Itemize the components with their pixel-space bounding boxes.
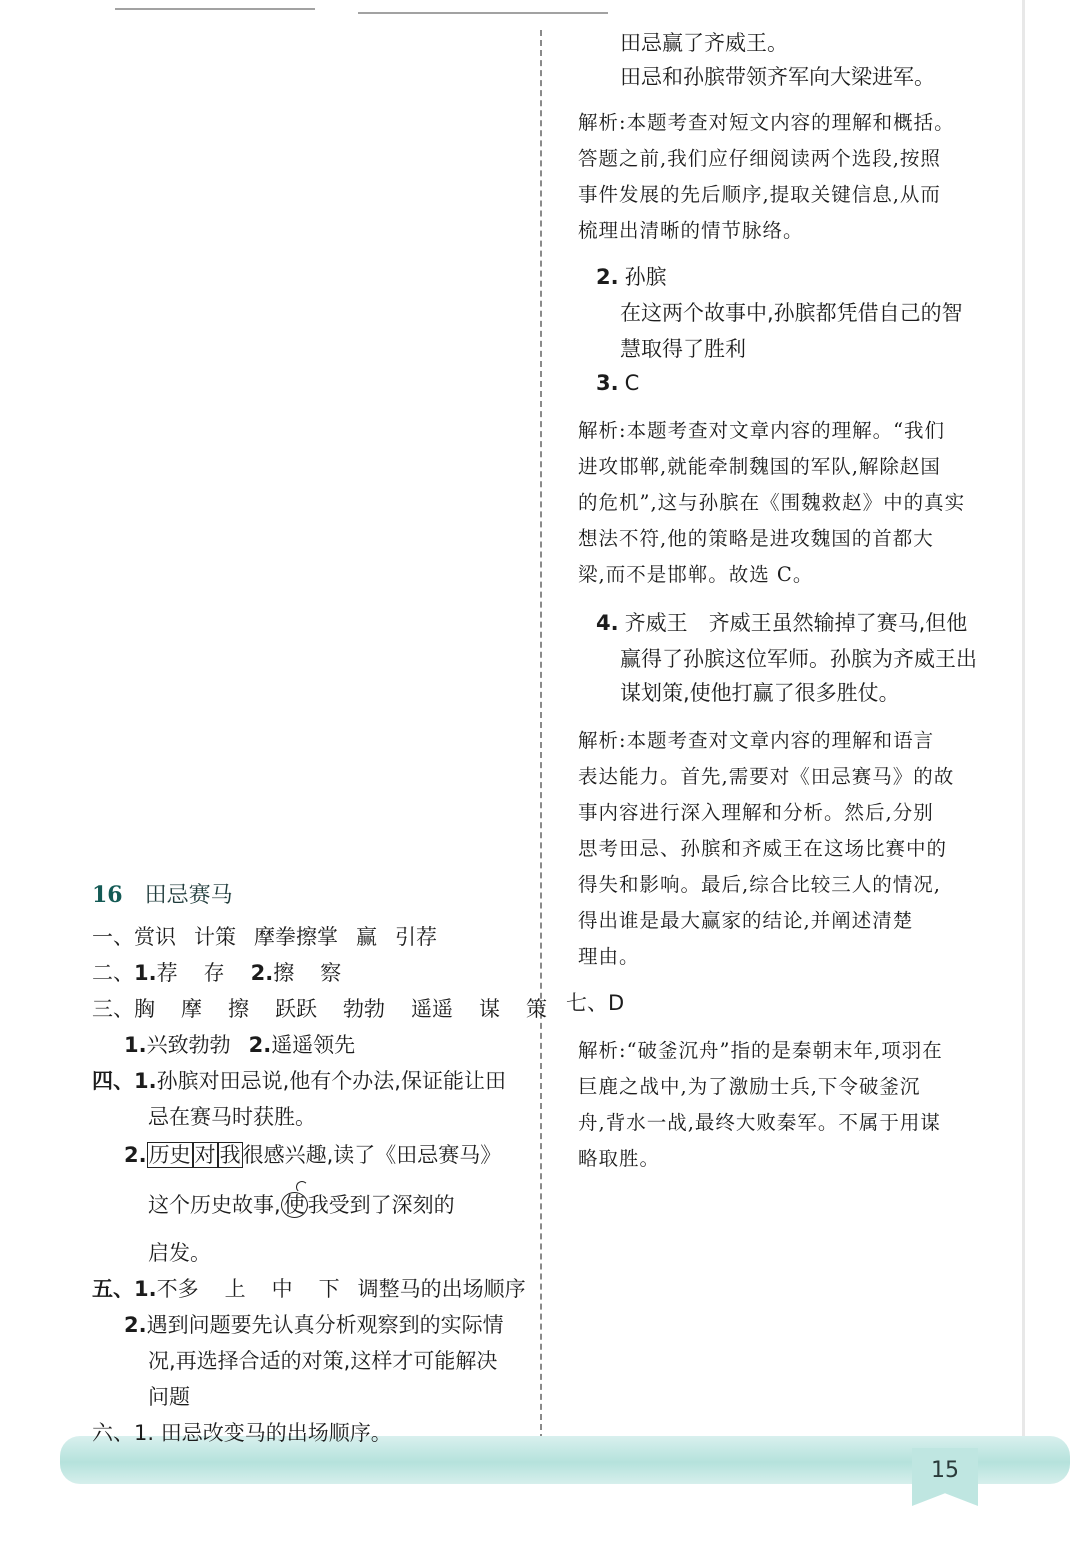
question-number: 2. xyxy=(124,1313,147,1337)
answer-item: 摩拳擦掌 xyxy=(254,925,338,949)
analysis-line: 解析:本题考查对文章内容的理解和语言 xyxy=(578,729,935,752)
top-rule xyxy=(358,12,608,14)
section-title xyxy=(92,882,233,909)
answer-line xyxy=(92,1068,506,1094)
answer-text: 谋划策,使他打赢了很多胜仗。 xyxy=(620,681,900,705)
question-number: 四、1. xyxy=(92,1069,157,1093)
answer-item: 荐 xyxy=(156,961,178,985)
answer-item: 赢 xyxy=(356,925,377,949)
answer-item: 擦 xyxy=(273,961,295,985)
page-number: 15 xyxy=(931,1458,959,1483)
answer-item: 摩 xyxy=(181,997,202,1021)
answer-line xyxy=(596,370,639,396)
answer-text: 忌在赛马时获胜。 xyxy=(148,1105,316,1129)
answer-item: 策 xyxy=(526,997,547,1021)
page-edge xyxy=(1022,0,1025,1460)
answer-item: 引荐 xyxy=(395,925,437,949)
answer-line xyxy=(124,1312,504,1338)
answer-line xyxy=(124,1142,501,1168)
analysis-line: 理由。 xyxy=(578,945,640,968)
answer-line xyxy=(124,1032,355,1058)
answer-text: 很感兴趣,读了《田忌赛马》 xyxy=(242,1143,502,1167)
question-number: 2. xyxy=(250,961,274,985)
answer-item: 谋 xyxy=(479,997,500,1021)
answer-text: 慧取得了胜利 xyxy=(620,337,746,361)
answer-text: 七、D xyxy=(566,991,625,1015)
answer-item: 存 xyxy=(203,961,225,985)
answer-text: 遇到问题要先认真分析观察到的实际情 xyxy=(146,1313,504,1337)
answer-item: 遥遥领先 xyxy=(271,1033,356,1057)
analysis-line: 巨鹿之战中,为了激励士兵,下令破釜沉 xyxy=(578,1075,921,1098)
question-number: 2. xyxy=(248,1033,272,1057)
answer-item: 上 xyxy=(224,1277,246,1301)
answer-line xyxy=(596,610,967,636)
answer-item: 下 xyxy=(318,1277,340,1301)
answer-item: 三、胸 xyxy=(92,997,155,1021)
answer-item: 察 xyxy=(320,961,342,985)
analysis-line: 进攻邯郸,就能牵制魏国的军队,解除赵国 xyxy=(578,455,941,478)
answer-text: 启发。 xyxy=(148,1241,211,1265)
answer-text: 这个历史故事, xyxy=(148,1193,281,1217)
question-number: 1. xyxy=(134,961,157,985)
question-number: 1. xyxy=(124,1033,147,1057)
boxed-word: 我 xyxy=(219,1143,241,1167)
column-divider xyxy=(540,30,542,1440)
answer-text: 孙膑 xyxy=(624,265,667,289)
answer-item: 计策 xyxy=(194,925,236,949)
analysis-line: 答题之前,我们应仔细阅读两个选段,按照 xyxy=(578,147,941,170)
circled-word: 使 xyxy=(281,1192,308,1218)
question-number: 五、1. xyxy=(92,1277,157,1301)
analysis-line: 事件发展的先后顺序,提取关键信息,从而 xyxy=(578,183,941,206)
answer-line xyxy=(92,1276,526,1302)
analysis-line: 得出谁是最大赢家的结论,并阐述清楚 xyxy=(578,909,914,932)
analysis-line: 梁,而不是邯郸。故选 C。 xyxy=(578,563,814,586)
answer-item: 擦 xyxy=(228,997,249,1021)
question-number: 2. xyxy=(596,265,619,289)
analysis-line: 略取胜。 xyxy=(578,1147,661,1170)
analysis-line: 想法不符,他的策略是进攻魏国的首都大 xyxy=(578,527,934,550)
answer-text: 况,再选择合适的对策,这样才可能解决 xyxy=(148,1349,498,1373)
analysis-line: 表达能力。首先,需要对《田忌赛马》的故 xyxy=(578,765,955,788)
answer-text: 我受到了深刻的 xyxy=(307,1193,455,1217)
answer-item: 二、 xyxy=(92,961,134,985)
answer-item: 跃跃 xyxy=(275,997,317,1021)
answer-line xyxy=(92,996,547,1022)
analysis-line: 解析:本题考查对文章内容的理解。“我们 xyxy=(578,419,946,442)
answer-text: 问题 xyxy=(148,1385,190,1409)
answer-line xyxy=(148,1192,455,1218)
answer-item: 调整马的出场顺序 xyxy=(357,1277,526,1301)
analysis-line: 的危机”,这与孙膑在《围魏救赵》中的真实 xyxy=(578,491,966,514)
answer-line xyxy=(92,924,437,950)
answer-text: 齐威王 齐威王虽然输掉了赛马,但他 xyxy=(624,611,968,635)
question-number: 4. xyxy=(596,611,619,635)
analysis-line: 梳理出清晰的情节脉络。 xyxy=(578,219,804,242)
section-number: 16 xyxy=(92,882,123,908)
boxed-word: 对 xyxy=(194,1143,216,1167)
answer-text: 孙膑对田忌说,他有个办法,保证能让田 xyxy=(156,1069,506,1093)
top-rule xyxy=(115,8,315,10)
answer-text: 田忌和孙膑带领齐军向大梁进军。 xyxy=(620,65,935,89)
analysis-line: 舟,背水一战,最终大败秦军。不属于用谋 xyxy=(578,1111,941,1134)
answer-item: 不多 xyxy=(156,1277,199,1301)
question-number: 3. xyxy=(596,371,619,395)
answer-text: 在这两个故事中,孙膑都凭借自己的智 xyxy=(620,301,963,325)
analysis-line: 思考田忌、孙膑和齐威王在这场比赛中的 xyxy=(578,837,948,860)
answer-text: 六、1. 田忌改变马的出场顺序。 xyxy=(92,1421,392,1445)
answer-text: C xyxy=(624,371,640,395)
section-title-text: 田忌赛马 xyxy=(144,883,233,908)
answer-item: 勃勃 xyxy=(343,997,385,1021)
analysis-line: 事内容进行深入理解和分析。然后,分别 xyxy=(578,801,934,824)
answer-line xyxy=(596,264,667,290)
analysis-line: 得失和影响。最后,综合比较三人的情况, xyxy=(578,873,941,896)
answer-item: 遥遥 xyxy=(411,997,453,1021)
answer-item: 兴致勃勃 xyxy=(146,1033,231,1057)
answer-text: 田忌赢了齐威王。 xyxy=(620,31,788,55)
analysis-line: 解析:“破釜沉舟”指的是秦朝末年,项羽在 xyxy=(578,1039,943,1062)
answer-line xyxy=(92,960,341,986)
analysis-line: 解析:本题考查对短文内容的理解和概括。 xyxy=(578,111,955,134)
answer-item: 中 xyxy=(271,1277,293,1301)
answer-text: 赢得了孙膑这位军师。孙膑为齐威王出 xyxy=(620,647,977,671)
question-number: 2. xyxy=(124,1143,147,1167)
answer-item: 一、赏识 xyxy=(92,925,176,949)
boxed-word: 历史 xyxy=(148,1143,191,1167)
